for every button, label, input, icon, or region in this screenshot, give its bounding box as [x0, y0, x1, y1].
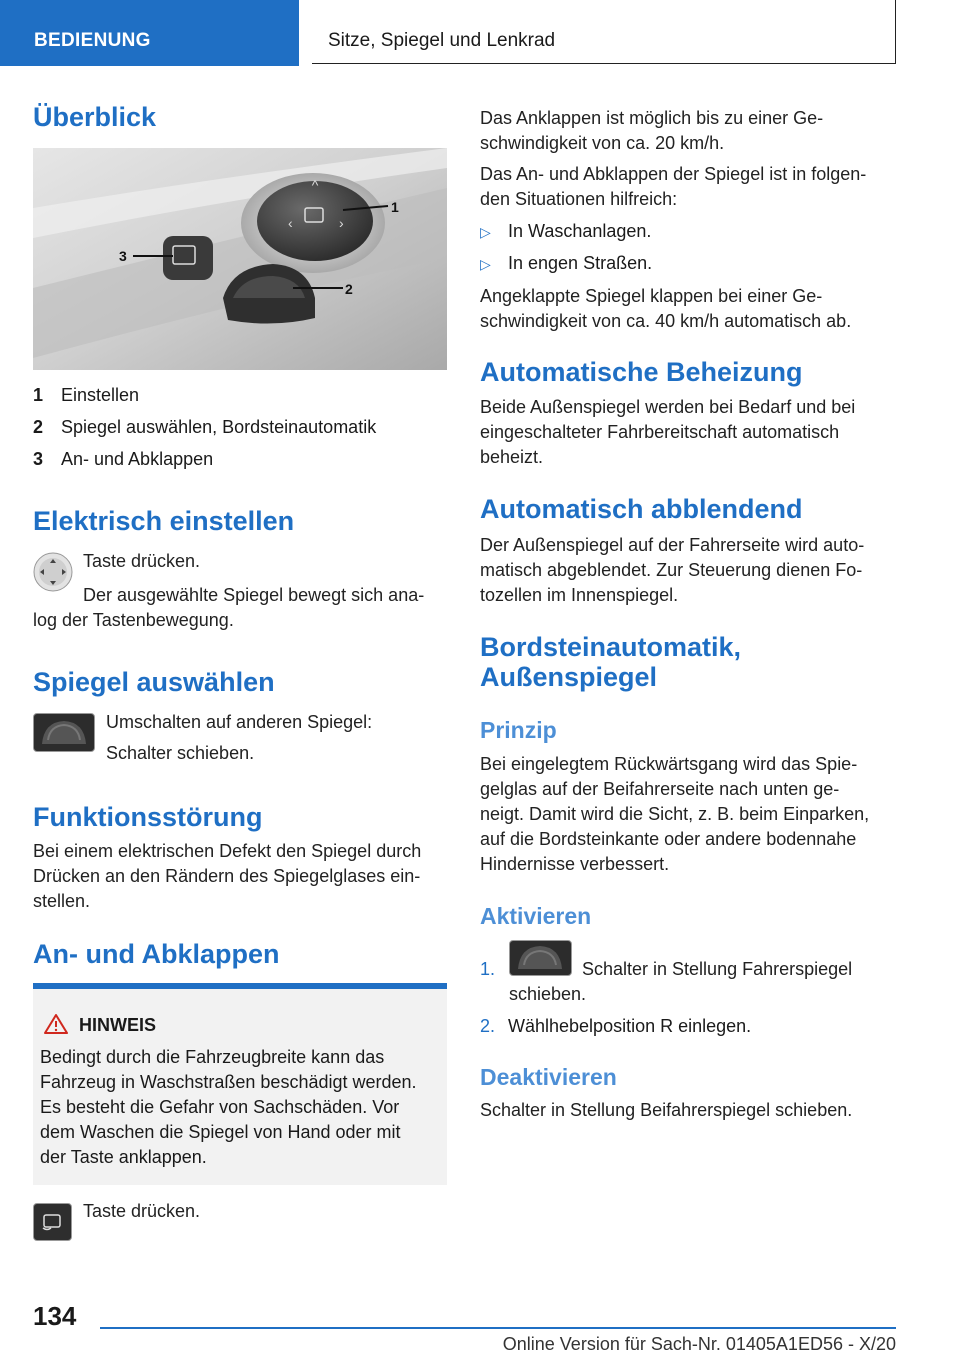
bullet-item: ▷ In engen Straßen. [480, 253, 653, 273]
legend-item: 3 An- und Abklappen [33, 449, 214, 469]
abblend-heading: Automatisch abblendend [480, 494, 803, 524]
klappen-p: Taste drücken. [83, 1201, 201, 1221]
switch-icon [509, 940, 572, 976]
legend-list [33, 379, 376, 475]
overview-heading: Überblick [33, 102, 157, 132]
intro1: Das Anklappen ist möglich bis zu einer Ge- schwindigkeit von ca. 20 km/h. [480, 108, 824, 153]
photo-label-1: 1 [391, 199, 399, 215]
beheizung-heading: Automatische Beheizung [480, 357, 803, 387]
auswaehlen-p1: Umschalten auf anderen Spiegel: [106, 712, 373, 732]
footer-text: Online Version für Sach-Nr. 01405A1ED56 - X/20 [502, 1334, 896, 1354]
switch-icon [33, 713, 95, 752]
bullet-item: ▷ In Waschanlagen. [480, 221, 652, 241]
step-1-line2: schieben. [509, 984, 587, 1004]
chapter-tab [312, 0, 896, 64]
svg-text:›: › [339, 215, 344, 231]
prinzip-heading: Prinzip [480, 717, 557, 743]
klappen-heading: An- und Abklappen [33, 939, 280, 969]
photo-label-3: 3 [119, 248, 127, 264]
hinweis-box [33, 983, 447, 1185]
auswaehlen-heading: Spiegel auswählen [33, 667, 275, 697]
intro3: Angeklappte Spiegel klappen bei einer Ge- schwindigkeit von ca. 40 km/h automatisch ab. [480, 286, 852, 331]
auswaehlen-p2: Schalter schieben. [106, 743, 255, 763]
step-2: 2. Wählhebelposition R einlegen. [480, 1016, 752, 1036]
footer-rule [100, 1327, 896, 1329]
chapter-label: Sitze, Spiegel und Lenkrad [328, 30, 556, 51]
elektrisch-p2a: Der ausgewählte Spiegel bewegt sich ana- [83, 585, 425, 605]
prinzip-text: Bei eingelegtem Rückwärtsgang wird das Spie- gelglas auf der Beifahrerseite nach unten ge- neigt. Damit wird die Sicht, z. B. beim Einparken, auf die Bordsteinkante oder andere bodennahe Hindernisse verbessert. [480, 754, 870, 874]
legend-item: 1 Einstellen [33, 385, 140, 405]
stoerung-heading: Funktionsstörung [33, 802, 263, 832]
svg-text:^: ^ [311, 177, 319, 193]
stoerung-text: Bei einem elektrischen Defekt den Spiegel durch Drücken an den Rändern des Spiegelglases ein- stellen. [33, 841, 422, 911]
beheizung-text: Beide Außenspiegel werden bei Bedarf und bei eingeschalteter Fahrbereitschaft automatisch beheizt. [480, 397, 856, 467]
elektrisch-p2b: log der Tastenbewegung. [33, 610, 234, 630]
deakt-heading: Deaktivieren [480, 1064, 617, 1090]
warning-icon [43, 1013, 69, 1035]
aktivieren-heading: Aktivieren [480, 903, 592, 929]
fold-button-icon [33, 1203, 72, 1241]
legend-item: 2 Spiegel auswählen, Bordsteinautomatik [33, 417, 377, 437]
svg-text:‹: ‹ [288, 215, 293, 231]
elektrisch-p1: Taste drücken. [83, 551, 201, 571]
mirror-controls-photo [33, 148, 447, 370]
hinweis-body: Bedingt durch die Fahrzeugbreite kann das Fahrzeug in Waschstraßen beschädigt werden. Es besteht die Gefahr von Sachschäden. Vor dem Waschen die Spiegel von Hand oder mit der Taste anklappen. [40, 1047, 417, 1167]
bord-heading-2: Außenspiegel [480, 662, 658, 692]
elektrisch-heading: Elektrisch einstellen [33, 506, 295, 536]
section-tab [0, 0, 299, 66]
section-label: BEDIENUNG [34, 30, 151, 51]
bord-heading-1: Bordsteinautomatik, [480, 632, 742, 662]
photo-label-2: 2 [345, 281, 353, 297]
step-1-line1: Schalter in Stellung Fahrerspiegel [582, 959, 853, 979]
hinweis-title: HINWEIS [79, 1015, 157, 1035]
step-1-number: 1. [480, 959, 496, 979]
deakt-text: Schalter in Stellung Beifahrerspiegel schieben. [480, 1100, 853, 1120]
abblend-text: Der Außenspiegel auf der Fahrerseite wird auto- matisch abgeblendet. Zur Steuerung dienen Fo- tozellen im Innenspiegel. [480, 535, 865, 605]
intro2: Das An- und Abklappen der Spiegel ist in folgen- den Situationen hilfreich: [480, 164, 867, 209]
adjust-knob-icon [33, 552, 73, 592]
page-number: 134 [33, 1301, 77, 1331]
